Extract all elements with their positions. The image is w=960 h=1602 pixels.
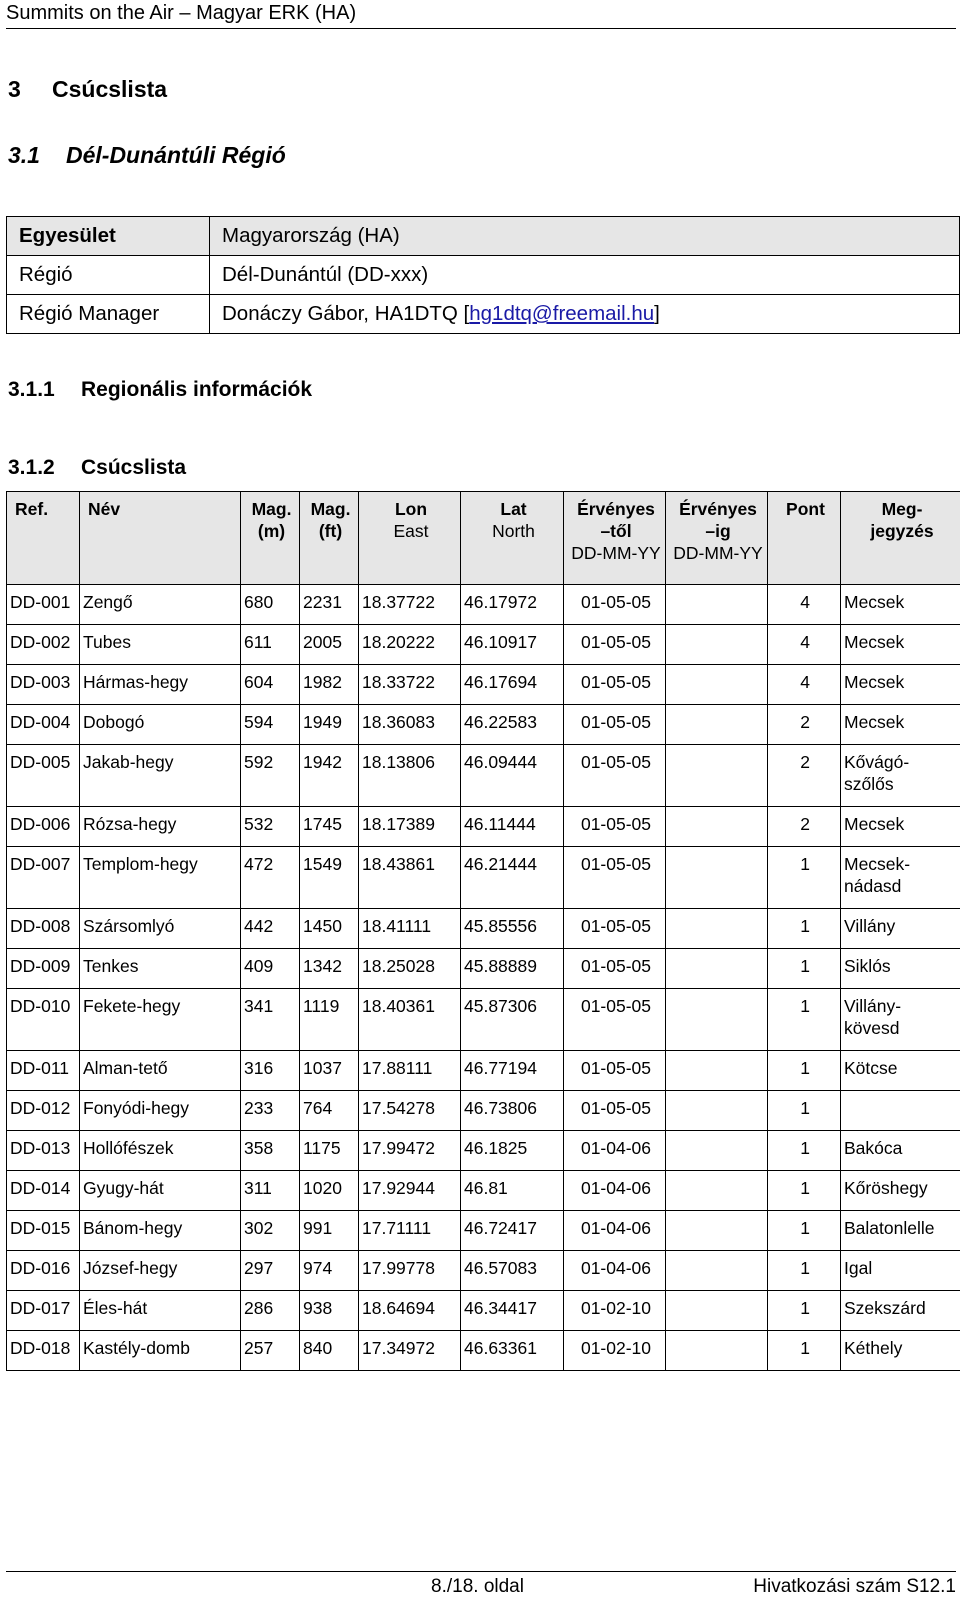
cell-notes: Siklós [841, 949, 960, 989]
cell-notes: Mecsek [841, 585, 960, 625]
cell-notes: Balatonlelle [841, 1211, 960, 1251]
cell-name: Éles-hát [80, 1291, 241, 1331]
cell-name: Tubes [80, 625, 241, 665]
summit-list-number: 3.1.2 [8, 456, 81, 480]
cell-height-ft: 2005 [300, 625, 359, 665]
cell-height-ft: 1450 [300, 909, 359, 949]
col-header-points: Pont [768, 492, 841, 585]
info-label: Régió Manager [7, 295, 210, 334]
table-row [7, 1131, 960, 1171]
cell-valid-from: 01-04-06 [564, 1211, 666, 1251]
cell-height-m: 358 [241, 1131, 300, 1171]
table-row [7, 625, 960, 665]
cell-notes: Villány [841, 909, 960, 949]
table-row [7, 1211, 960, 1251]
cell-lon: 17.99778 [359, 1251, 461, 1291]
cell-lon: 18.36083 [359, 705, 461, 745]
cell-lat: 46.72417 [461, 1211, 564, 1251]
table-row [7, 585, 960, 625]
table-row [7, 807, 960, 847]
cell-valid-to [666, 745, 768, 807]
cell-points: 4 [768, 625, 841, 665]
cell-lat: 46.17694 [461, 665, 564, 705]
section-heading [8, 76, 167, 103]
col-header-name: Név [80, 492, 241, 585]
cell-valid-from: 01-02-10 [564, 1291, 666, 1331]
cell-ref: DD-015 [7, 1211, 80, 1251]
cell-name: Bánom-hegy [80, 1211, 241, 1251]
cell-lon: 17.99472 [359, 1131, 461, 1171]
cell-lat: 46.10917 [461, 625, 564, 665]
cell-valid-to [666, 949, 768, 989]
cell-height-m: 594 [241, 705, 300, 745]
cell-points: 4 [768, 585, 841, 625]
cell-valid-from: 01-04-06 [564, 1251, 666, 1291]
cell-ref: DD-010 [7, 989, 80, 1051]
cell-lon: 17.92944 [359, 1171, 461, 1211]
col-header-valid-to: Érvényes –ig DD-MM-YY [666, 492, 768, 585]
regional-info-title: Regionális információk [81, 378, 312, 401]
cell-height-ft: 1949 [300, 705, 359, 745]
cell-valid-from: 01-05-05 [564, 989, 666, 1051]
col-header-notes: Meg- jegyzés [841, 492, 960, 585]
info-label: Egyesület [7, 217, 210, 256]
cell-points: 1 [768, 847, 841, 909]
cell-valid-from: 01-05-05 [564, 705, 666, 745]
cell-height-m: 341 [241, 989, 300, 1051]
cell-ref: DD-006 [7, 807, 80, 847]
cell-valid-to [666, 807, 768, 847]
cell-lon: 18.33722 [359, 665, 461, 705]
cell-valid-from: 01-05-05 [564, 847, 666, 909]
cell-valid-from: 01-05-05 [564, 665, 666, 705]
cell-notes: Villány- kövesd [841, 989, 960, 1051]
cell-notes: Kőröshegy [841, 1171, 960, 1211]
cell-points: 1 [768, 1091, 841, 1131]
cell-points: 2 [768, 705, 841, 745]
cell-height-ft: 1175 [300, 1131, 359, 1171]
cell-name: Alman-tető [80, 1051, 241, 1091]
cell-lat: 46.17972 [461, 585, 564, 625]
table-row [7, 989, 960, 1051]
cell-notes: Igal [841, 1251, 960, 1291]
cell-name: Templom-hegy [80, 847, 241, 909]
cell-notes [841, 1091, 960, 1131]
cell-notes: Bakóca [841, 1131, 960, 1171]
cell-ref: DD-018 [7, 1331, 80, 1371]
cell-lat: 45.87306 [461, 989, 564, 1051]
cell-valid-from: 01-05-05 [564, 1091, 666, 1131]
cell-valid-to [666, 585, 768, 625]
cell-points: 1 [768, 989, 841, 1051]
col-header-height-m: Mag. (m) [241, 492, 300, 585]
section-title: Csúcslista [52, 76, 167, 102]
manager-name: Donáczy Gábor, HA1DTQ [ [222, 302, 469, 325]
cell-height-m: 532 [241, 807, 300, 847]
cell-ref: DD-007 [7, 847, 80, 909]
page-number: 8./18. oldal [431, 1576, 524, 1598]
cell-lon: 17.88111 [359, 1051, 461, 1091]
table-row [7, 1091, 960, 1131]
cell-valid-to [666, 1171, 768, 1211]
cell-ref: DD-001 [7, 585, 80, 625]
info-value: Magyarország (HA) [210, 217, 960, 256]
reference-number: Hivatkozási szám S12.1 [753, 1576, 956, 1598]
summit-table-body [7, 585, 960, 1371]
cell-height-m: 680 [241, 585, 300, 625]
cell-lat: 46.63361 [461, 1331, 564, 1371]
table-row [7, 949, 960, 989]
cell-valid-to [666, 1331, 768, 1371]
cell-ref: DD-016 [7, 1251, 80, 1291]
manager-email-link[interactable]: hg1dtq@freemail.hu [469, 302, 654, 325]
page-header [6, 0, 956, 29]
cell-height-m: 297 [241, 1251, 300, 1291]
cell-ref: DD-008 [7, 909, 80, 949]
cell-valid-to [666, 665, 768, 705]
cell-points: 1 [768, 909, 841, 949]
cell-height-m: 286 [241, 1291, 300, 1331]
cell-height-ft: 1745 [300, 807, 359, 847]
cell-height-ft: 1119 [300, 989, 359, 1051]
cell-height-m: 611 [241, 625, 300, 665]
cell-points: 1 [768, 1291, 841, 1331]
cell-lon: 18.40361 [359, 989, 461, 1051]
cell-lat: 46.77194 [461, 1051, 564, 1091]
cell-name: József-hegy [80, 1251, 241, 1291]
cell-ref: DD-004 [7, 705, 80, 745]
region-info-table [6, 216, 960, 334]
info-row-association [7, 217, 960, 256]
cell-lat: 46.81 [461, 1171, 564, 1211]
cell-notes: Mecsek [841, 665, 960, 705]
regional-info-heading [8, 378, 312, 402]
cell-ref: DD-005 [7, 745, 80, 807]
table-row [7, 1251, 960, 1291]
cell-valid-from: 01-05-05 [564, 949, 666, 989]
cell-lat: 46.57083 [461, 1251, 564, 1291]
cell-name: Hármas-hegy [80, 665, 241, 705]
cell-height-ft: 1342 [300, 949, 359, 989]
cell-notes: Mecsek [841, 625, 960, 665]
cell-points: 1 [768, 1331, 841, 1371]
info-value: Dél-Dunántúl (DD-xxx) [210, 256, 960, 295]
cell-ref: DD-011 [7, 1051, 80, 1091]
cell-valid-to [666, 1291, 768, 1331]
cell-notes: Kéthely [841, 1331, 960, 1371]
cell-height-m: 472 [241, 847, 300, 909]
cell-height-ft: 1037 [300, 1051, 359, 1091]
table-row [7, 1051, 960, 1091]
info-label: Régió [7, 256, 210, 295]
cell-ref: DD-009 [7, 949, 80, 989]
table-row [7, 705, 960, 745]
cell-ref: DD-002 [7, 625, 80, 665]
cell-points: 1 [768, 1251, 841, 1291]
cell-valid-from: 01-05-05 [564, 745, 666, 807]
table-header-row [7, 492, 960, 585]
cell-notes: Mecsek [841, 705, 960, 745]
cell-height-m: 311 [241, 1171, 300, 1211]
cell-lon: 17.71111 [359, 1211, 461, 1251]
cell-valid-to [666, 1131, 768, 1171]
summit-list-title: Csúcslista [81, 456, 186, 479]
cell-lon: 18.13806 [359, 745, 461, 807]
cell-points: 1 [768, 1171, 841, 1211]
cell-name: Fonyódi-hegy [80, 1091, 241, 1131]
cell-notes: Mecsek [841, 807, 960, 847]
cell-height-m: 442 [241, 909, 300, 949]
cell-name: Zengő [80, 585, 241, 625]
cell-height-m: 257 [241, 1331, 300, 1371]
cell-name: Tenkes [80, 949, 241, 989]
cell-valid-from: 01-05-05 [564, 909, 666, 949]
cell-name: Dobogó [80, 705, 241, 745]
section-number: 3 [8, 76, 52, 103]
summit-list-heading [8, 456, 186, 480]
subsection-title: Dél-Dunántúli Régió [66, 142, 286, 168]
cell-lat: 46.11444 [461, 807, 564, 847]
col-header-height-ft: Mag. (ft) [300, 492, 359, 585]
cell-height-ft: 2231 [300, 585, 359, 625]
cell-lat: 46.09444 [461, 745, 564, 807]
cell-name: Rózsa-hegy [80, 807, 241, 847]
cell-lat: 45.88889 [461, 949, 564, 989]
document-title: Summits on the Air – Magyar ERK (HA) [6, 2, 356, 24]
cell-lat: 46.34417 [461, 1291, 564, 1331]
table-row [7, 1291, 960, 1331]
col-header-lat: Lat North [461, 492, 564, 585]
cell-notes: Mecsek- nádasd [841, 847, 960, 909]
cell-valid-from: 01-05-05 [564, 625, 666, 665]
cell-lon: 18.25028 [359, 949, 461, 989]
table-row [7, 1331, 960, 1371]
cell-ref: DD-013 [7, 1131, 80, 1171]
cell-valid-to [666, 1051, 768, 1091]
table-row [7, 745, 960, 807]
cell-valid-from: 01-04-06 [564, 1131, 666, 1171]
info-row-manager [7, 295, 960, 334]
table-row [7, 1171, 960, 1211]
cell-lon: 17.54278 [359, 1091, 461, 1131]
cell-height-m: 604 [241, 665, 300, 705]
cell-lat: 46.22583 [461, 705, 564, 745]
cell-height-m: 302 [241, 1211, 300, 1251]
cell-height-ft: 1942 [300, 745, 359, 807]
cell-ref: DD-003 [7, 665, 80, 705]
cell-points: 1 [768, 1051, 841, 1091]
cell-lon: 17.34972 [359, 1331, 461, 1371]
cell-notes: Szekszárd [841, 1291, 960, 1331]
cell-lon: 18.37722 [359, 585, 461, 625]
info-row-region [7, 256, 960, 295]
table-row [7, 665, 960, 705]
cell-name: Hollófészek [80, 1131, 241, 1171]
cell-name: Kastély-domb [80, 1331, 241, 1371]
cell-notes: Kötcse [841, 1051, 960, 1091]
cell-valid-to [666, 1251, 768, 1291]
cell-height-ft: 974 [300, 1251, 359, 1291]
cell-name: Fekete-hegy [80, 989, 241, 1051]
cell-points: 1 [768, 949, 841, 989]
cell-lat: 46.21444 [461, 847, 564, 909]
cell-height-ft: 1020 [300, 1171, 359, 1211]
cell-height-m: 316 [241, 1051, 300, 1091]
cell-height-m: 233 [241, 1091, 300, 1131]
cell-valid-to [666, 847, 768, 909]
cell-height-ft: 840 [300, 1331, 359, 1371]
cell-lon: 18.64694 [359, 1291, 461, 1331]
summit-table [6, 491, 960, 1371]
cell-lon: 18.20222 [359, 625, 461, 665]
cell-height-ft: 938 [300, 1291, 359, 1331]
cell-height-ft: 991 [300, 1211, 359, 1251]
cell-ref: DD-017 [7, 1291, 80, 1331]
regional-info-number: 3.1.1 [8, 378, 81, 402]
cell-valid-from: 01-05-05 [564, 807, 666, 847]
subsection-number: 3.1 [8, 142, 66, 169]
cell-valid-from: 01-05-05 [564, 585, 666, 625]
cell-height-m: 592 [241, 745, 300, 807]
col-header-ref: Ref. [7, 492, 80, 585]
cell-valid-to [666, 1211, 768, 1251]
cell-valid-to [666, 989, 768, 1051]
cell-valid-from: 01-05-05 [564, 1051, 666, 1091]
cell-height-ft: 764 [300, 1091, 359, 1131]
cell-name: Szársomlyó [80, 909, 241, 949]
cell-valid-from: 01-02-10 [564, 1331, 666, 1371]
cell-name: Jakab-hegy [80, 745, 241, 807]
cell-points: 2 [768, 745, 841, 807]
table-row [7, 847, 960, 909]
cell-lat: 46.73806 [461, 1091, 564, 1131]
cell-lon: 18.43861 [359, 847, 461, 909]
table-row [7, 909, 960, 949]
bracket-close: ] [654, 302, 660, 325]
info-value [210, 295, 960, 334]
cell-lat: 45.85556 [461, 909, 564, 949]
cell-lon: 18.41111 [359, 909, 461, 949]
cell-height-ft: 1982 [300, 665, 359, 705]
page-footer [6, 1571, 956, 1602]
cell-lat: 46.1825 [461, 1131, 564, 1171]
cell-valid-to [666, 625, 768, 665]
cell-ref: DD-012 [7, 1091, 80, 1131]
col-header-valid-from: Érvényes –től DD-MM-YY [564, 492, 666, 585]
cell-valid-to [666, 705, 768, 745]
cell-points: 4 [768, 665, 841, 705]
col-header-lon: Lon East [359, 492, 461, 585]
cell-name: Gyugy-hát [80, 1171, 241, 1211]
cell-height-ft: 1549 [300, 847, 359, 909]
cell-valid-to [666, 1091, 768, 1131]
cell-valid-to [666, 909, 768, 949]
cell-points: 1 [768, 1211, 841, 1251]
cell-notes: Kővágó- szőlős [841, 745, 960, 807]
subsection-heading [8, 142, 286, 169]
cell-lon: 18.17389 [359, 807, 461, 847]
cell-points: 2 [768, 807, 841, 847]
cell-points: 1 [768, 1131, 841, 1171]
cell-ref: DD-014 [7, 1171, 80, 1211]
cell-valid-from: 01-04-06 [564, 1171, 666, 1211]
cell-height-m: 409 [241, 949, 300, 989]
